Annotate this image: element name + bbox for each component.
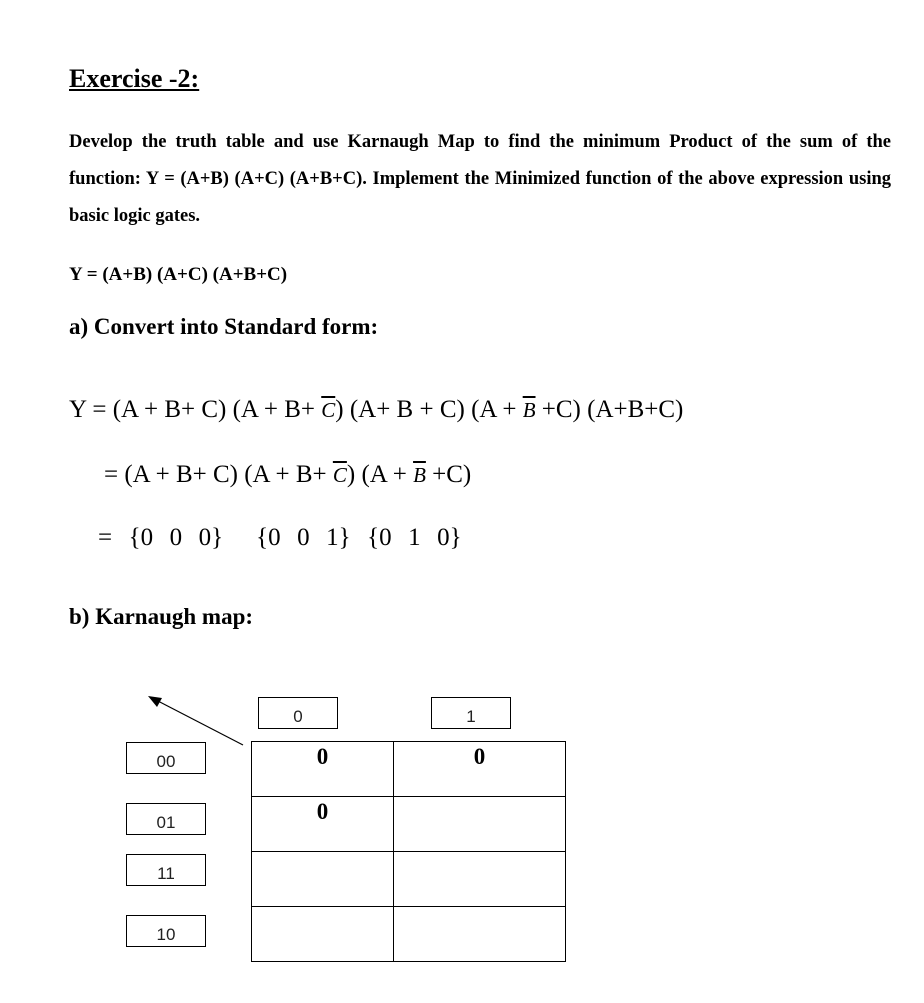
row-label-10: 10 xyxy=(126,915,206,947)
kmap-cell xyxy=(394,797,566,852)
b-complement: $\overline{B}$ xyxy=(522,398,536,422)
kmap-cell: 0 xyxy=(394,742,566,797)
exercise-title: Exercise -2: xyxy=(69,64,200,93)
kmap-cell xyxy=(394,852,566,907)
eq2-mid: ) (A + xyxy=(346,461,414,488)
row-label-01: 01 xyxy=(126,803,206,835)
kmap-row xyxy=(252,907,566,962)
column-label-0: 0 xyxy=(258,697,338,729)
b-complement: $\overline{B}$ xyxy=(413,463,426,487)
given-expression: Y = (A+B) (A+C) (A+B+C) xyxy=(69,264,288,285)
part-b-heading: b) Karnaugh map: xyxy=(69,604,254,629)
kmap-cell xyxy=(252,852,394,907)
c-complement: $\overline{C}$ xyxy=(332,463,347,487)
row-label-11: 11 xyxy=(126,854,206,886)
kmap-row xyxy=(252,742,566,797)
kmap-row xyxy=(252,797,566,852)
eq1-suffix: +C) (A+B+C) xyxy=(535,396,684,423)
eq2-suffix: +C) xyxy=(425,461,472,488)
eq2-prefix: = (A + B+ C) (A + B+ xyxy=(104,461,333,488)
c-complement: $\overline{C}$ xyxy=(321,398,336,422)
arrow-line xyxy=(156,700,243,745)
maxterm-set-line: = {0 0 0} {0 0 1} {0 1 0} xyxy=(98,524,462,551)
eq1-mid: ) (A+ B + C) (A + xyxy=(335,396,523,423)
eq1-prefix: Y = (A + B+ C) (A + B+ xyxy=(69,396,322,423)
column-label-1: 1 xyxy=(431,697,511,729)
row-label-00: 00 xyxy=(126,742,206,774)
arrow-head xyxy=(148,696,162,707)
kmap-cell xyxy=(252,907,394,962)
problem-statement: Develop the truth table and use Karnaugh Map to find the minimum Product of the sum of the function: Y = (A+B) (A+C) (A+B+C). Implement the Minimized function of the above expression using basic logic gates. xyxy=(69,132,891,226)
karnaugh-map xyxy=(251,741,566,962)
kmap-cell: 0 xyxy=(252,742,394,797)
kmap-cell xyxy=(394,907,566,962)
kmap-cell: 0 xyxy=(252,797,394,852)
kmap-row xyxy=(252,852,566,907)
part-a-heading: a) Convert into Standard form: xyxy=(69,314,379,339)
